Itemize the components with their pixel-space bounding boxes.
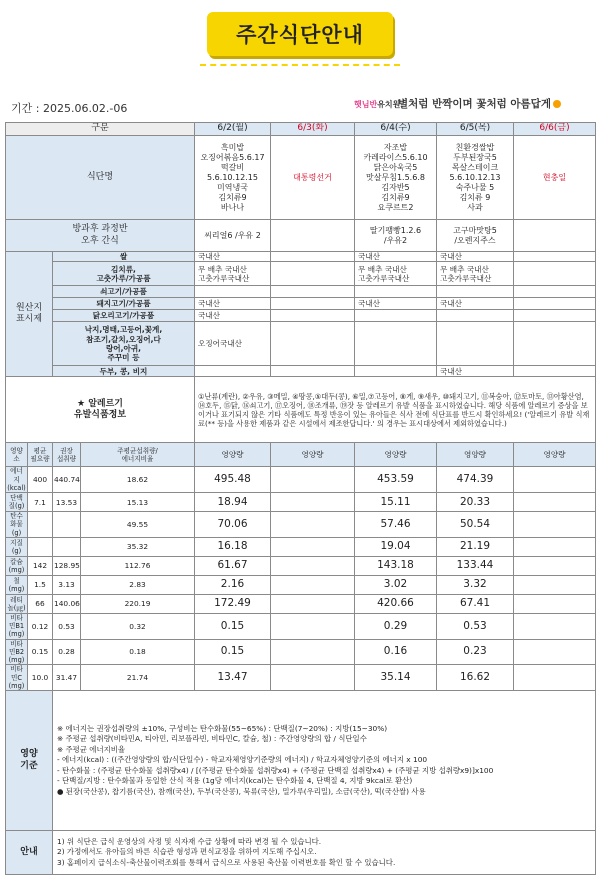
allergy-label: ★ 알레르기 유발식품정보 [6, 377, 195, 443]
origin-value: 무 배추 국내산 고춧가루국내산 [195, 262, 271, 286]
title-banner [207, 12, 393, 56]
day-header: 6/4(수) [355, 123, 437, 136]
nutrient-day-value: 13.47 [195, 665, 271, 691]
day-header: 6/3(화) [271, 123, 355, 136]
nutrient-day-value [514, 512, 596, 538]
origin-value [437, 286, 514, 298]
nutrient-avg-req: 0.15 [28, 639, 53, 665]
nutrient-avg-req [28, 537, 53, 556]
nutrient-name: 비타민B2 (mg) [6, 639, 28, 665]
nutrient-day-value: 20.33 [437, 493, 514, 512]
table-row [6, 512, 596, 538]
origin-item: 돼지고기/가공품 [53, 298, 195, 310]
nutrient-day-value: 143.18 [355, 556, 437, 575]
nutrient-day-value [271, 556, 355, 575]
origin-value [437, 310, 514, 322]
origin-item: 두부, 콩, 비지 [53, 366, 195, 377]
origin-item: 낙지,명태,고등어,꽃게, 참조기,갈치,오징어,다 랑어,아귀, 주꾸미 등 [53, 322, 195, 366]
nutrient-rec: 0.28 [53, 639, 81, 665]
origin-value [195, 286, 271, 298]
nutrient-day-value: 16.62 [437, 665, 514, 691]
table-row [6, 220, 596, 252]
origin-value [355, 322, 437, 366]
origin-value [514, 286, 596, 298]
origin-value [355, 310, 437, 322]
origin-value: 국내산 [437, 366, 514, 377]
day-header: 6/5(목) [437, 123, 514, 136]
nutrient-name: 철(mg) [6, 575, 28, 594]
nutrient-avg-req: 66 [28, 594, 53, 613]
nutrient-day-value: 474.39 [437, 467, 514, 493]
nutrient-day-value: 67.41 [437, 594, 514, 613]
origin-value [437, 322, 514, 366]
origin-value [514, 310, 596, 322]
kindergarten-logo [354, 99, 400, 110]
standard-line: ※ 주평균 섭취량(비타민A, 티아민, 리보플라빈, 비타민C, 칼슘, 철) : 주간영양량의 합 / 식단일수 [57, 734, 367, 744]
table-row [6, 639, 596, 665]
nutrient-day-value: 172.49 [195, 594, 271, 613]
origin-value [514, 366, 596, 377]
nutrient-rec: 0.53 [53, 613, 81, 639]
nutrient-name: 단백질(g) [6, 493, 28, 512]
snack-label: 방과후 과정반 오후 간식 [6, 220, 195, 252]
guide-line: 1) 위 식단은 급식 운영상의 사정 및 식자재 수급 상황에 따라 변경 될 수 있습니다. [57, 836, 322, 846]
meal-label: 식단명 [6, 136, 195, 220]
nutrient-rec: 31.47 [53, 665, 81, 691]
slogan-text: 별처럼 반짝이며 꽃처럼 아름답게 [398, 98, 551, 110]
table-row [6, 493, 596, 512]
table-row [6, 377, 596, 443]
nutrition-amount-header: 영양량 [514, 443, 596, 467]
origin-value: 국내산 [195, 298, 271, 310]
nutrient-rec [53, 537, 81, 556]
nutrition-standards [53, 691, 596, 831]
menu-table [5, 122, 596, 875]
nutrient-avg-req: 10.0 [28, 665, 53, 691]
table-row [6, 310, 596, 322]
nutrient-day-value [514, 493, 596, 512]
nutrient-rec: 140.06 [53, 594, 81, 613]
origin-value [271, 262, 355, 286]
nutrient-day-value [271, 594, 355, 613]
guide-line: 3) 홈페이지 급식소식-축산물이력조회를 통해서 급식으로 사용된 축산물 이력번호를 확인 할 수 있습니다. [57, 857, 396, 867]
nutrient-day-value: 21.19 [437, 537, 514, 556]
snack-cell: 고구마맛탕5 /오렌지주스 [437, 220, 514, 252]
nutrient-avg-req: 1.5 [28, 575, 53, 594]
nutrient-day-value [271, 639, 355, 665]
origin-value [355, 366, 437, 377]
avg-req-header: 평균 필요량 [28, 443, 53, 467]
nutrient-day-value: 16.18 [195, 537, 271, 556]
nutrient-avg-rec: 112.76 [81, 556, 195, 575]
nutrient-day-value: 0.15 [195, 613, 271, 639]
meal-cell: 현충일 [514, 136, 596, 220]
origin-value: 무 배추 국내산 고춧가루국내산 [437, 262, 514, 286]
origin-value [271, 298, 355, 310]
origin-value [355, 286, 437, 298]
nutrient-day-value [271, 493, 355, 512]
origin-value [514, 298, 596, 310]
standard-line: - 에너지(kcal) : ((주간영양량의 합/식단일수) - 학교자체영양기준량의 에너지) / 학교자체영양기준의 에너지 x 100 [57, 755, 428, 765]
nutrient-avg-req [28, 512, 53, 538]
nutrient-rec [53, 512, 81, 538]
origin-value: 국내산 [355, 298, 437, 310]
slogan [398, 96, 561, 111]
nutrient-avg-req: 142 [28, 556, 53, 575]
nutrient-day-value: 70.06 [195, 512, 271, 538]
nutrient-day-value: 61.67 [195, 556, 271, 575]
category-header: 구분 [6, 123, 195, 136]
standard-line: - 단백질/지방 : 탄수화물과 동일한 산식 적용 (1g당 에너지(kcal)는 탄수화물 4, 단백질 4, 지방 9kcal로 환산) [57, 776, 413, 786]
table-row [6, 831, 596, 875]
nutrient-day-value [271, 575, 355, 594]
nutrient-avg-rec: 0.32 [81, 613, 195, 639]
table-row [6, 366, 596, 377]
origin-item: 쌀 [53, 252, 195, 262]
nutrient-day-value: 0.23 [437, 639, 514, 665]
origin-item: 쇠고기/가공품 [53, 286, 195, 298]
origin-value [271, 366, 355, 377]
nutrient-day-value: 0.29 [355, 613, 437, 639]
origin-value [271, 310, 355, 322]
nutrient-name: 지질(g) [6, 537, 28, 556]
nutrient-day-value: 453.59 [355, 467, 437, 493]
nutrient-rec: 13.53 [53, 493, 81, 512]
period-text: 기간 : 2025.06.02.-06 [11, 102, 128, 115]
origin-value [514, 262, 596, 286]
nutrient-day-value: 57.46 [355, 512, 437, 538]
guide-label: 안내 [6, 831, 53, 875]
standard-line: - 탄수화물 : (주평균 탄수화물 섭취량x4) / [(주평균 탄수화물 섭취량x4) + (주평균 단백질 섭취량x4) + (주평균 지방 섭취량x9)]x100 [57, 765, 494, 775]
table-row [6, 575, 596, 594]
table-row [6, 443, 596, 467]
meal-cell: 자조밥 카레라이스5.6.10 닭은아욱국5 맛살무침1.5.6.8 김자반5 김치류9 요쿠르트2 [355, 136, 437, 220]
nutrition-standard-label: 영양 기준 [6, 691, 53, 831]
standard-line: ※ 에너지는 권장섭취량의 ±10%, 구성비는 탄수화물(55~65%) : 단백질(7~20%) : 지방(15~30%) [57, 723, 388, 733]
nutrient-day-value [271, 613, 355, 639]
nutrient-day-value [271, 665, 355, 691]
flower-icon [553, 100, 561, 108]
table-row [6, 262, 596, 286]
nutrient-day-value [514, 467, 596, 493]
nutrient-day-value [514, 537, 596, 556]
origin-label: 원산지 표시제 [6, 252, 53, 377]
nutrient-avg-req: 7.1 [28, 493, 53, 512]
nutrition-amount-header: 영양량 [195, 443, 271, 467]
nutrient-avg-req: 400 [28, 467, 53, 493]
day-header: 6/6(금) [514, 123, 596, 136]
table-row [6, 123, 596, 136]
nutrient-day-value: 35.14 [355, 665, 437, 691]
origin-value [271, 286, 355, 298]
nutrient-day-value: 133.44 [437, 556, 514, 575]
nutrient-day-value: 420.66 [355, 594, 437, 613]
nutrient-avg-rec: 49.55 [81, 512, 195, 538]
nutrition-amount-header: 영양량 [271, 443, 355, 467]
nutrient-day-value: 2.16 [195, 575, 271, 594]
nutrient-day-value [271, 467, 355, 493]
nutrient-day-value: 19.04 [355, 537, 437, 556]
origin-value: 무 배추 국내산 고춧가루국내산 [355, 262, 437, 286]
snack-cell: 씨리얼6 /우유 2 [195, 220, 271, 252]
nutrient-rec: 440.74 [53, 467, 81, 493]
table-row [6, 556, 596, 575]
nutrient-rec: 128.95 [53, 556, 81, 575]
title-underline [200, 64, 400, 66]
logo-suffix: 유치원 [377, 100, 401, 109]
nutrient-day-value: 495.48 [195, 467, 271, 493]
nutrition-amount-header: 영양량 [355, 443, 437, 467]
nutrient-name: 탄수화물 (g) [6, 512, 28, 538]
meal-cell: 흑미밥 오징어볶음5.6.17 떡갈비5.6.10.12.15 미역냉국 김치류9 바나나 [195, 136, 271, 220]
logo-name: 햇님반 [354, 100, 378, 109]
nutrient-header: 영양소 [6, 443, 28, 467]
guide-line: 2) 가정에서도 유아들의 바른 식습관 형성과 편식교정을 위하여 지도해 주십시오. [57, 847, 317, 857]
nutrient-rec: 3.13 [53, 575, 81, 594]
table-row [6, 286, 596, 298]
nutrient-avg-rec: 220.19 [81, 594, 195, 613]
nutrient-day-value: 3.32 [437, 575, 514, 594]
nutrient-avg-rec: 15.13 [81, 493, 195, 512]
nutrient-day-value [514, 575, 596, 594]
nutrient-day-value [514, 594, 596, 613]
origin-value: 오징어국내산 [195, 322, 271, 366]
origin-value: 국내산 [195, 310, 271, 322]
nutrient-day-value: 18.94 [195, 493, 271, 512]
guide-notes [53, 831, 596, 875]
nutrient-name: 칼슘(mg) [6, 556, 28, 575]
nutrient-day-value [514, 556, 596, 575]
origin-value: 국내산 [437, 298, 514, 310]
meal-cell: 대통령선거 [271, 136, 355, 220]
nutrient-avg-rec: 21.74 [81, 665, 195, 691]
nutrient-day-value: 0.16 [355, 639, 437, 665]
nutrient-day-value: 15.11 [355, 493, 437, 512]
nutrient-day-value: 0.15 [195, 639, 271, 665]
table-row [6, 252, 596, 262]
table-row [6, 691, 596, 831]
origin-value [514, 322, 596, 366]
snack-cell [514, 220, 596, 252]
table-row [6, 298, 596, 310]
nutrient-avg-rec: 18.62 [81, 467, 195, 493]
nutrient-avg-rec: 35.32 [81, 537, 195, 556]
origin-value: 국내산 [355, 252, 437, 262]
table-row [6, 537, 596, 556]
table-row [6, 665, 596, 691]
nutrient-day-value: 3.02 [355, 575, 437, 594]
snack-cell [271, 220, 355, 252]
origin-item: 김치류, 고춧가루/가공품 [53, 262, 195, 286]
standard-line: ● 된장(국산콩), 찹기름(국산), 참깨(국산), 두부(국산콩), 묵류(국산), 밀가루(우리밀), 소금(국산), 떡(국산쌀) 사용 [57, 786, 426, 796]
nutrient-name: 레티놀(㎍) [7, 595, 26, 612]
nutrient-day-value [514, 613, 596, 639]
table-row [6, 613, 596, 639]
nutrient-avg-rec: 0.18 [81, 639, 195, 665]
nutrient-name: 에너지 (kcal) [7, 467, 26, 492]
table-row [6, 322, 596, 366]
avg-rec-header: 주평균섭취량/ 에너지비율 [81, 443, 195, 467]
allergy-info: ①난류(계란), ②우유, ③메밀, ④땅콩,⑤대두(콩), ⑥밀,⑦고등어, ⑧게, ⑨새우, ⑩돼지고기, ⑪복숭아, ⑫토마토, ⑬아황산염, ⑭호두, ⑮닭, ⑯쇠고기, ⑰오징어, ⑱조개류, ⑲잣 등 알레르기 유발 식품을 표시하였습니다. 해당 식품에 알레르기 증상을 보이거나 표기되지 않은 기타 식품에도 특정 반응이 있는 유아들은 식사 전에 식단표를 반드시 확인하세요! ('알레르기 유발 식재료(** 등)을 사용한 제품과 같은 시설에서 제조한답니다.' 의 경우는 표시대상에서 제외하였습니다.) [195, 377, 596, 443]
origin-value [271, 322, 355, 366]
origin-item: 닭오리고기/가공품 [53, 310, 195, 322]
nutrient-day-value [514, 639, 596, 665]
origin-value [514, 252, 596, 262]
page-title: 주간식단안내 [236, 23, 364, 47]
origin-value: 국내산 [437, 252, 514, 262]
nutrient-name: 비타민B1 (mg) [6, 613, 28, 639]
meal-cell: 친환경쌀밥 두부된장국5 목살스테이크 5.6.10.12.13 숙주나물 5 김치류 9 사과 [437, 136, 514, 220]
origin-value [195, 366, 271, 377]
nutrition-amount-header: 영양량 [437, 443, 514, 467]
rec-header: 권장 섭취량 [53, 443, 81, 467]
nutrient-day-value [514, 665, 596, 691]
page-header [0, 0, 600, 96]
nutrient-day-value [271, 512, 355, 538]
origin-value [271, 252, 355, 262]
nutrient-day-value: 50.54 [437, 512, 514, 538]
table-row [6, 594, 596, 613]
nutrient-avg-req: 0.12 [28, 613, 53, 639]
origin-value: 국내산 [195, 252, 271, 262]
snack-cell: 딸기팽빵1.2.6 /우유2 [355, 220, 437, 252]
nutrient-avg-rec: 2.83 [81, 575, 195, 594]
nutrient-day-value: 0.53 [437, 613, 514, 639]
standard-line: ※ 주평균 에너지비율 [57, 744, 126, 754]
table-row [6, 136, 596, 220]
nutrient-day-value [271, 537, 355, 556]
nutrient-name: 비타민C (mg) [6, 665, 28, 691]
table-row [6, 467, 596, 493]
day-header: 6/2(월) [195, 123, 271, 136]
